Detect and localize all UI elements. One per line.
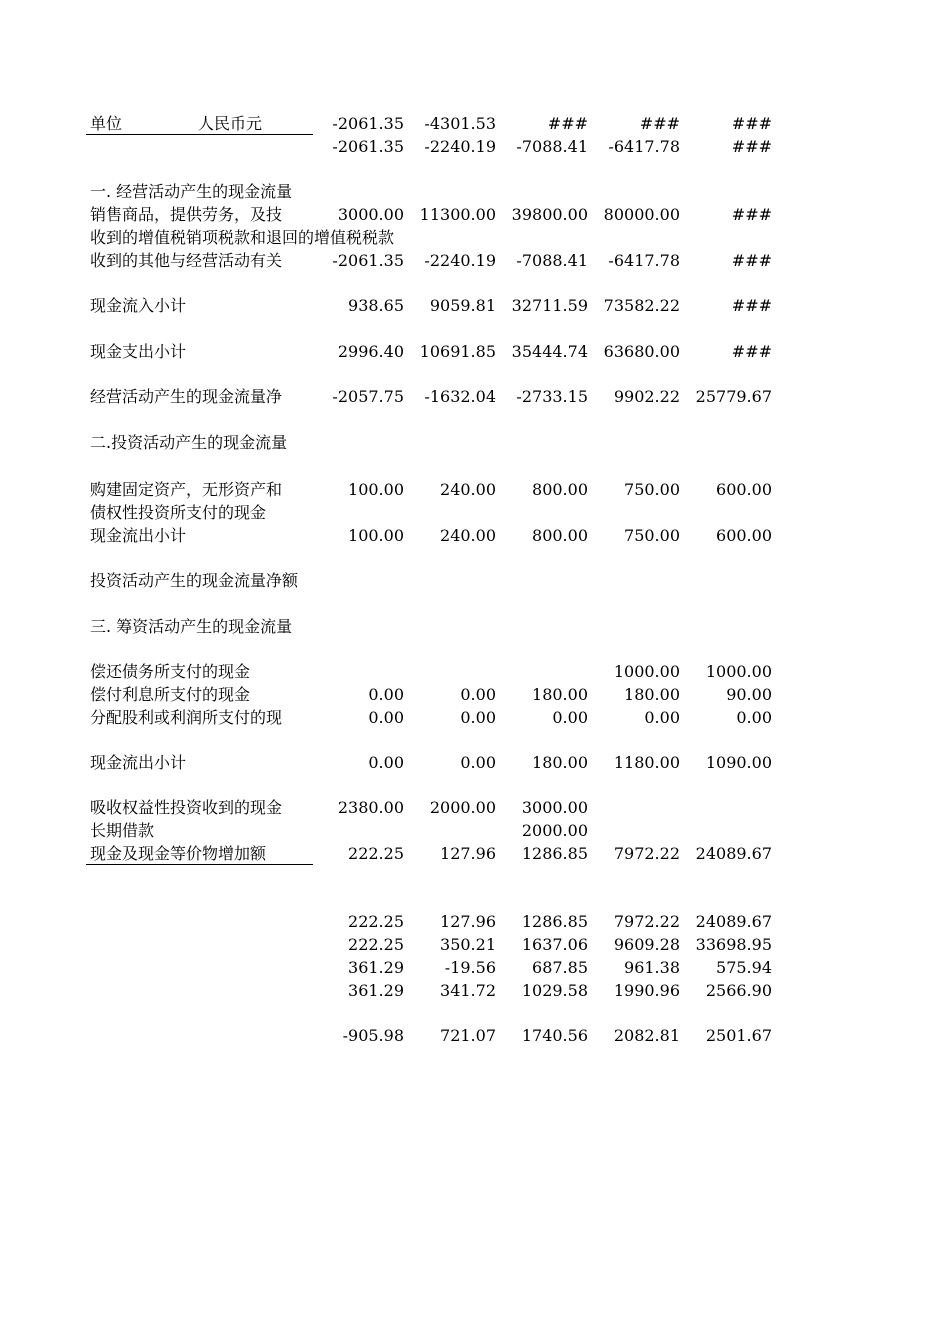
cell: 24089.67 (695, 912, 772, 931)
cell: 3000.00 (521, 798, 588, 817)
row-label: 经营活动产生的现金流量净 (90, 387, 283, 406)
cell: 11300.00 (419, 205, 496, 224)
cell: 0.00 (736, 708, 772, 727)
cell: 2000.00 (429, 798, 496, 817)
cell: -19.56 (444, 958, 496, 977)
cell: -2240.19 (424, 137, 496, 156)
cash-increase-underline (86, 864, 313, 865)
row-long-term-loan (0, 819, 950, 842)
cell: 0.00 (460, 753, 496, 772)
cell: 0.00 (460, 685, 496, 704)
cell: ### (731, 114, 772, 133)
section-title-operating (0, 180, 950, 203)
cell: -2061.35 (332, 251, 404, 270)
cell: -2733.15 (516, 387, 588, 406)
cell: 1000.00 (613, 662, 680, 681)
cell: ### (731, 251, 772, 270)
row-interest (0, 683, 950, 706)
cell: 10691.85 (419, 342, 496, 361)
cell: 73582.22 (603, 296, 680, 315)
cell: 180.00 (532, 753, 588, 772)
row-operating-outflow (0, 340, 950, 363)
cell: ### (731, 137, 772, 156)
cell: 2082.81 (613, 1026, 680, 1045)
cell: -7088.41 (516, 251, 588, 270)
summary-row-5 (0, 1024, 950, 1047)
cell: 222.25 (348, 844, 404, 863)
cell: 127.96 (440, 844, 496, 863)
cell: 1000.00 (705, 662, 772, 681)
cell: 0.00 (368, 708, 404, 727)
row-repay-debt (0, 660, 950, 683)
row-label: 现金流入小计 (90, 296, 187, 315)
cell: 800.00 (532, 480, 588, 499)
row-label: 偿付利息所支付的现金 (90, 685, 251, 704)
cell: 1286.85 (521, 844, 588, 863)
row-label: 收到的其他与经营活动有关 (90, 251, 283, 270)
unit-label: 单位 (90, 114, 123, 133)
cell: 800.00 (532, 526, 588, 545)
row-cash-increase (0, 842, 950, 865)
row-label: 收到的增值税销项税款和退回的增值税税款 (90, 228, 395, 247)
cell: 600.00 (716, 526, 772, 545)
cell: 35444.74 (511, 342, 588, 361)
cell: 341.72 (440, 981, 496, 1000)
cell: -7088.41 (516, 137, 588, 156)
row-label: 现金流出小计 (90, 753, 187, 772)
cell: 39800.00 (511, 205, 588, 224)
row-sales (0, 203, 950, 226)
row-label: 债权性投资所支付的现金 (90, 503, 267, 522)
cell: -6417.78 (608, 251, 680, 270)
cell: -1632.04 (424, 387, 496, 406)
row-label: 长期借款 (90, 821, 155, 840)
row-investing-net (0, 569, 950, 592)
cell: 0.00 (368, 753, 404, 772)
cell: 240.00 (440, 480, 496, 499)
cell: 100.00 (348, 480, 404, 499)
row-label: 现金流出小计 (90, 526, 187, 545)
cell: 687.85 (532, 958, 588, 977)
header-row-2 (0, 135, 950, 158)
cell: 2380.00 (337, 798, 404, 817)
row-label: 销售商品，提供劳务，及技 (90, 205, 283, 224)
section-title: 二.投资活动产生的现金流量 (90, 433, 288, 452)
row-fixed-assets (0, 478, 950, 501)
cell: 222.25 (348, 912, 404, 931)
cell: -2061.35 (332, 114, 404, 133)
cell: 100.00 (348, 526, 404, 545)
row-dividends (0, 706, 950, 729)
cell: 180.00 (532, 685, 588, 704)
row-financing-outflow (0, 751, 950, 774)
cell: 750.00 (624, 480, 680, 499)
row-label: 投资活动产生的现金流量净额 (90, 571, 299, 590)
cell: 90.00 (726, 685, 772, 704)
cell: 240.00 (440, 526, 496, 545)
cell: 961.38 (624, 958, 680, 977)
cell: 80000.00 (603, 205, 680, 224)
cell: 2996.40 (337, 342, 404, 361)
cell: ### (639, 114, 680, 133)
row-debt-investment (0, 501, 950, 524)
cell: -905.98 (342, 1026, 404, 1045)
cell: 1180.00 (613, 753, 680, 772)
cell: 0.00 (368, 685, 404, 704)
cell: 7972.22 (613, 844, 680, 863)
section-title: 三. 筹资活动产生的现金流量 (90, 617, 293, 636)
section-title-investing (0, 431, 950, 454)
cell: -4301.53 (424, 114, 496, 133)
cell: 600.00 (716, 480, 772, 499)
cell: -2061.35 (332, 137, 404, 156)
cell: 3000.00 (337, 205, 404, 224)
cell: 222.25 (348, 935, 404, 954)
cell: 180.00 (624, 685, 680, 704)
cell: -2240.19 (424, 251, 496, 270)
cell: 9902.22 (613, 387, 680, 406)
cell: ### (731, 342, 772, 361)
cell: 721.07 (440, 1026, 496, 1045)
cell: 2000.00 (521, 821, 588, 840)
cell: 24089.67 (695, 844, 772, 863)
row-vat (0, 226, 950, 249)
cell: 0.00 (644, 708, 680, 727)
row-label: 吸收权益性投资收到的现金 (90, 798, 283, 817)
cell: 7972.22 (613, 912, 680, 931)
cell: 361.29 (348, 958, 404, 977)
section-title: 一. 经营活动产生的现金流量 (90, 182, 293, 201)
cell: 9059.81 (429, 296, 496, 315)
cell: 2566.90 (705, 981, 772, 1000)
cell: 750.00 (624, 526, 680, 545)
cell: 938.65 (348, 296, 404, 315)
cell: 0.00 (460, 708, 496, 727)
cell: 350.21 (440, 935, 496, 954)
cell: 63680.00 (603, 342, 680, 361)
cell: 9609.28 (613, 935, 680, 954)
row-operating-inflow (0, 294, 950, 317)
cell: 127.96 (440, 912, 496, 931)
header-row-1 (0, 112, 950, 135)
cell: 575.94 (716, 958, 772, 977)
cell: 1740.56 (521, 1026, 588, 1045)
cell: ### (731, 205, 772, 224)
summary-row-4 (0, 979, 950, 1002)
row-label: 偿还债务所支付的现金 (90, 662, 251, 681)
cell: ### (731, 296, 772, 315)
cell: 25779.67 (695, 387, 772, 406)
cell: 361.29 (348, 981, 404, 1000)
section-title-financing (0, 615, 950, 638)
cell: -2057.75 (332, 387, 404, 406)
cell: ### (547, 114, 588, 133)
cell: 2501.67 (705, 1026, 772, 1045)
row-label: 分配股利或利润所支付的现 (90, 708, 283, 727)
cell: 33698.95 (695, 935, 772, 954)
cell: -6417.78 (608, 137, 680, 156)
cell: 1286.85 (521, 912, 588, 931)
cell: 0.00 (552, 708, 588, 727)
row-label: 购建固定资产，无形资产和 (90, 480, 283, 499)
row-label: 现金及现金等价物增加额 (90, 844, 267, 863)
row-operating-net (0, 385, 950, 408)
cell: 1990.96 (613, 981, 680, 1000)
row-other-operating (0, 249, 950, 272)
cell: 1090.00 (705, 753, 772, 772)
row-equity-received (0, 796, 950, 819)
row-label: 现金支出小计 (90, 342, 187, 361)
summary-row-1 (0, 910, 950, 933)
summary-row-3 (0, 956, 950, 979)
cell: 1029.58 (521, 981, 588, 1000)
row-investing-outflow (0, 524, 950, 547)
unit-value: 人民币元 (198, 114, 263, 133)
cell: 1637.06 (521, 935, 588, 954)
summary-row-2 (0, 933, 950, 956)
cell: 32711.59 (511, 296, 588, 315)
